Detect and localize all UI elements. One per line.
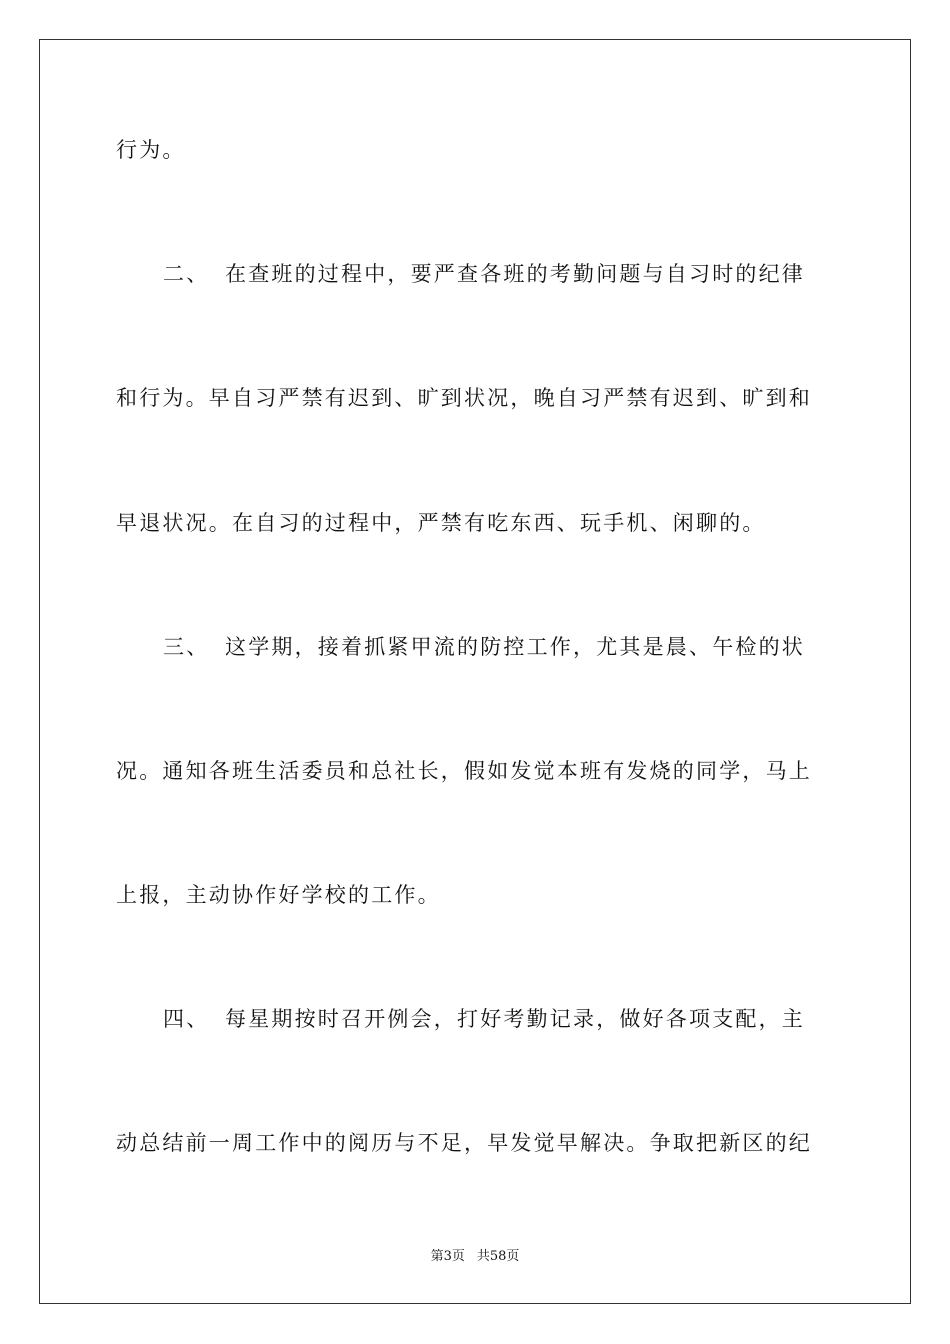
numbered-paragraph-3	[163, 633, 883, 661]
body-line: 上报，主动协作好学校的工作。	[116, 883, 441, 907]
paragraph-number: 四、	[163, 1007, 210, 1031]
body-line: 这学期，接着抓紧甲流的防控工作，尤其是晨、午检的状	[225, 635, 805, 659]
paragraph-number: 三、	[163, 635, 210, 659]
page-total: 共58页	[476, 1249, 520, 1264]
paragraph-number: 二、	[163, 262, 210, 286]
page-border	[39, 39, 911, 1304]
numbered-paragraph-4	[163, 1005, 883, 1033]
body-line: 在查班的过程中，要严查各班的考勤问题与自习时的纪律	[225, 262, 805, 286]
body-line: 行为。	[116, 138, 186, 162]
numbered-paragraph-2	[163, 260, 883, 288]
body-line: 早退状况。在自习的过程中，严禁有吃东西、玩手机、闲聊的。	[116, 511, 766, 535]
page-footer	[0, 1248, 950, 1266]
body-line: 动总结前一周工作中的阅历与不足，早发觉早解决。争取把新区的纪	[116, 1131, 812, 1155]
body-line: 和行为。早自习严禁有迟到、旷到状况，晚自习严禁有迟到、旷到和	[116, 386, 812, 410]
body-line: 况。通知各班生活委员和总社长，假如发觉本班有发烧的同学，马上	[116, 759, 812, 783]
page-number: 第3页	[430, 1249, 465, 1264]
body-line: 每星期按时召开例会，打好考勤记录，做好各项支配，主	[225, 1007, 805, 1031]
